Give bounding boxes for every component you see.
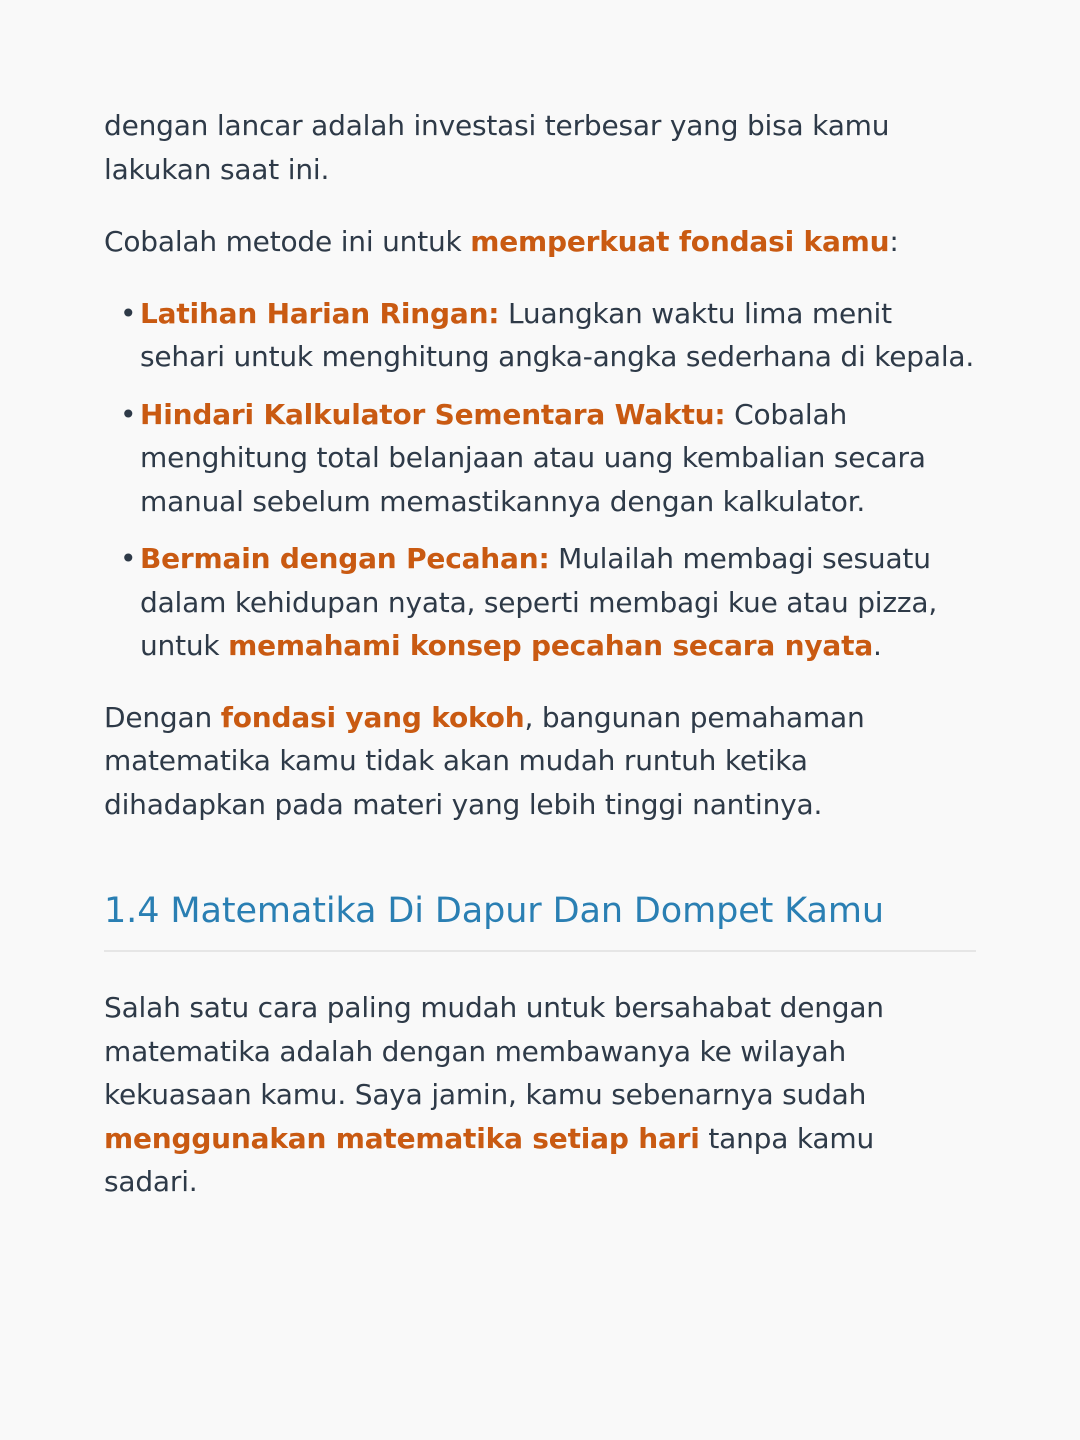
intro-text: dengan lancar adalah investasi terbesar yang bisa kamu lakukan saat ini.	[104, 109, 890, 186]
methods-intro-text: Cobalah metode ini untuk	[104, 225, 471, 258]
section-highlight: menggunakan matematika setiap hari	[104, 1121, 700, 1155]
list-item	[120, 393, 976, 524]
tip-text: Cobalah menghitung total belanjaan atau uang kembalian secara manual sebelum memastikannya dengan kalkulator.	[140, 397, 926, 518]
methods-intro-highlight: memperkuat fondasi kamu	[470, 225, 890, 258]
tip-period: .	[873, 629, 882, 662]
list-item	[120, 537, 976, 668]
methods-intro-paragraph	[104, 220, 976, 264]
section-text-start: Salah satu cara paling mudah untuk bersahabat dengan matematika adalah dengan membawanya ke wilayah kekuasaan kamu. Saya jamin, kamu sebenarnya sudah	[104, 991, 884, 1111]
section-paragraph	[104, 986, 976, 1204]
tip-text: Mulailah membagi sesuatu dalam kehidupan nyata, seperti membagi kue atau pizza, untuk	[140, 542, 938, 662]
article-content	[104, 104, 976, 1204]
closing-text-end: , bangunan pemahaman matematika kamu tidak akan mudah runtuh ketika dihadapkan pada materi yang lebih tinggi nantinya.	[104, 700, 865, 821]
tip-title: Bermain dengan Pecahan:	[140, 542, 550, 575]
closing-text-start: Dengan	[104, 700, 221, 734]
methods-intro-colon: :	[889, 225, 899, 258]
bullet-icon: •	[120, 397, 137, 431]
tip-highlight: memahami konsep pecahan secara nyata	[228, 629, 874, 662]
closing-paragraph	[104, 696, 976, 827]
bullet-icon: •	[120, 542, 137, 575]
section-text-end: tanpa kamu sadari.	[104, 1121, 874, 1198]
closing-highlight: fondasi yang kokoh	[220, 700, 525, 734]
bullet-icon: •	[120, 296, 137, 330]
section-heading: 1.4 Matematika Di Dapur Dan Dompet Kamu	[104, 886, 976, 952]
list-item	[120, 292, 976, 379]
tips-list	[104, 292, 976, 668]
intro-paragraph	[104, 104, 976, 191]
tip-title: Hindari Kalkulator Sementara Waktu:	[140, 397, 726, 431]
tip-title: Latihan Harian Ringan:	[140, 296, 500, 330]
tip-text: Luangkan waktu lima menit sehari untuk menghitung angka-angka sederhana di kepala.	[140, 296, 975, 373]
